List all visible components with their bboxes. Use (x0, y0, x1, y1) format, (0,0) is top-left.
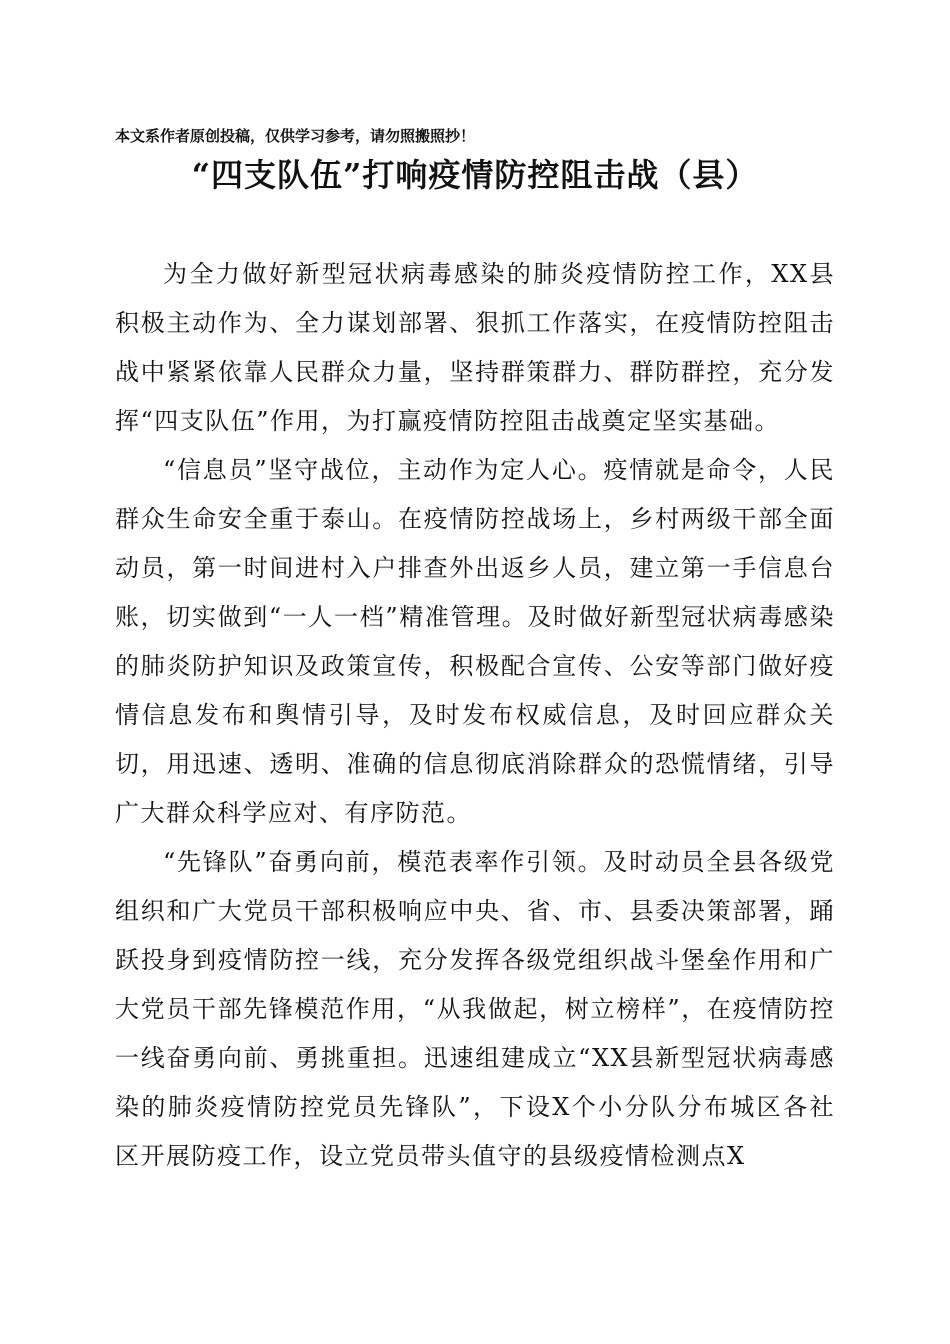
paragraph-intro: 为全力做好新型冠状病毒感染的肺炎疫情防控工作，XX县积极主动作为、全力谋划部署、狠抓工作落实，在疫情防控阻击战中紧紧依靠人民群众力量，坚持群策群力、群防群控，充分发挥“四支队伍”作用，为打赢疫情防控阻击战奠定坚实基础。 (115, 260, 835, 435)
document-body (115, 250, 835, 1181)
paragraph-vanguard: “先锋队”奋勇向前，模范表率作引领。及时动员全县各级党组织和广大党员干部积极响应中央、省、市、县委决策部署，踊跃投身到疫情防控一线，充分发挥各级党组织战斗堡垒作用和广大党员干部先锋模范作用，“从我做起，树立榜样”，在疫情防控一线奋勇向前、勇挑重担。迅速组建成立“XX县新型冠状病毒感染的肺炎疫情防控党员先锋队”，下设X个小分队分布城区各社区开展防疫工作，设立党员带头值守的县级疫情检测点X (115, 848, 835, 1170)
paragraph-informants: “信息员”坚守战位，主动作为定人心。疫情就是命令，人民群众生命安全重于泰山。在疫情防控战场上，乡村两级干部全面动员，第一时间进村入户排查外出返乡人员，建立第一手信息台账，切实做到“一人一档”精准管理。及时做好新型冠状病毒感染的肺炎防护知识及政策宣传，积极配合宣传、公安等部门做好疫情信息发布和舆情引导，及时发布权威信息，及时回应群众关切，用迅速、透明、准确的信息彻底消除群众的恐慌情绪，引导广大群众科学应对、有序防范。 (115, 456, 835, 827)
document-title: “四支队伍”打响疫情防控阻击战（县） (191, 156, 759, 194)
disclaimer-note: 本文系作者原创投稿，仅供学习参考，请勿照搬照抄！ (115, 127, 476, 145)
